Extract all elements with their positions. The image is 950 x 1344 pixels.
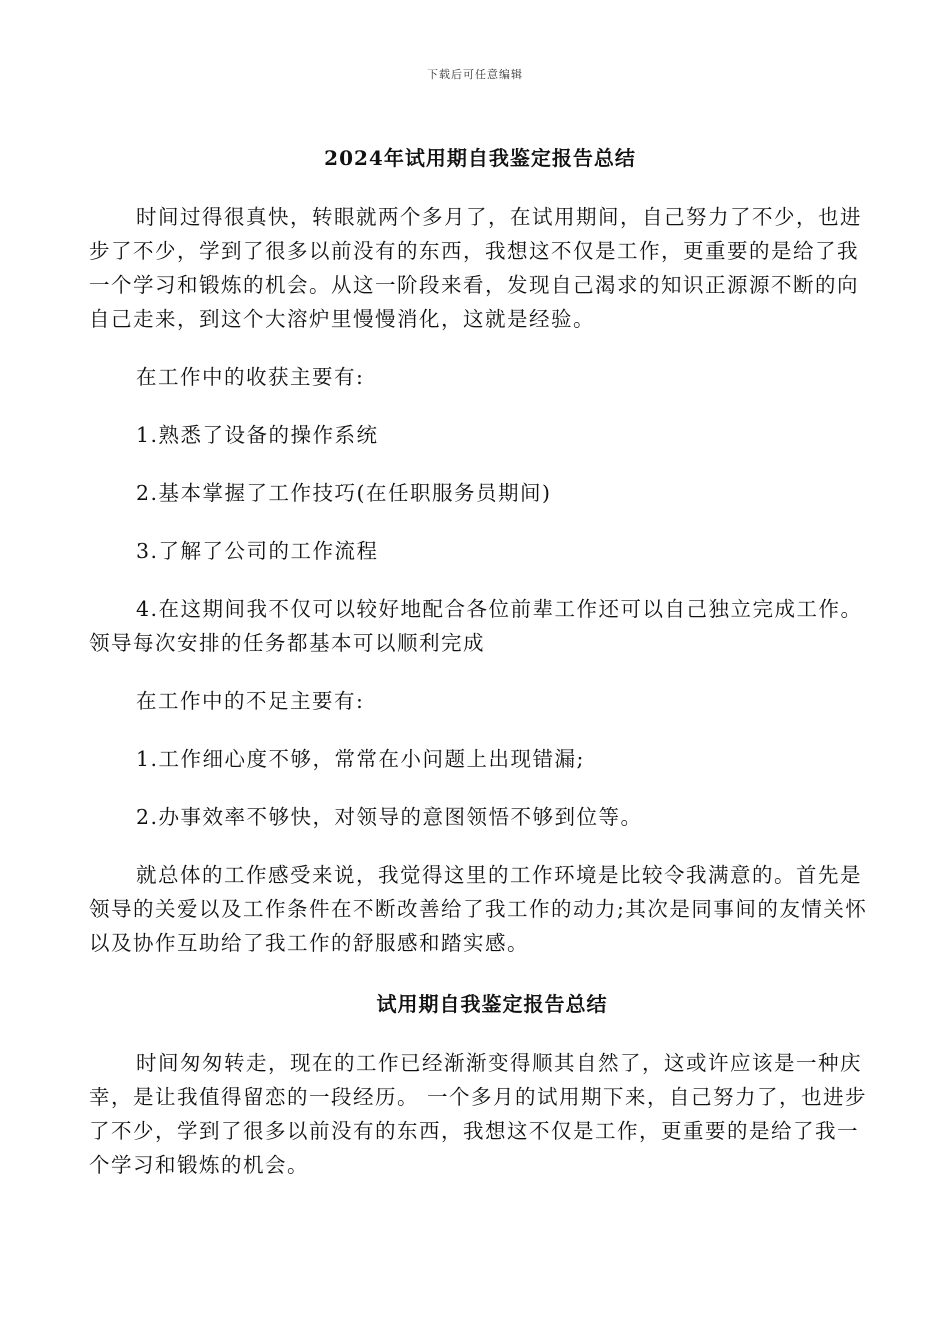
section-title-2: 试用期自我鉴定报告总结 (376, 992, 608, 1016)
header-note: 下载后可任意编辑 (427, 68, 523, 81)
paragraph: 在工作中的不足主要有: (136, 689, 365, 713)
list-item: 2.基本掌握了工作技巧(在任职服务员期间) (136, 481, 552, 505)
list-item: 1.工作细心度不够，常常在小问题上出现错漏; (136, 747, 585, 771)
section-title-1: 2024年试用期自我鉴定报告总结 (324, 146, 636, 170)
paragraph: 时间过得很真快，转眼就两个多月了，在试用期间，自己努力了不少，也进步了不少，学到了很多以前没有的东西，我想这不仅是工作，更重要的是给了我一个学习和锻炼的机会。从这一阶段来看，发现自己渴求的知识正源源不断的向自己走来，到这个大溶炉里慢慢消化，这就是经验。 (89, 205, 862, 331)
document-body (89, 140, 869, 1182)
paragraph: 就总体的工作感受来说，我觉得这里的工作环境是比较令我满意的。首先是领导的关爱以及工作条件在不断改善给了我工作的动力;其次是同事间的友情关怀以及协作互助给了我工作的舒服感和踏实感。 (89, 863, 868, 955)
list-item: 1.熟悉了设备的操作系统 (136, 423, 379, 447)
paragraph: 在工作中的收获主要有: (136, 365, 365, 389)
list-item: 3.了解了公司的工作流程 (136, 539, 379, 563)
list-item: 2.办事效率不够快，对领导的意图领悟不够到位等。 (136, 805, 643, 829)
list-item: 4.在这期间我不仅可以较好地配合各位前辈工作还可以自己独立完成工作。领导每次安排的任务都基本可以顺利完成 (89, 597, 863, 655)
paragraph: 时间匆匆转走，现在的工作已经渐渐变得顺其自然了，这或许应该是一种庆幸，是让我值得留恋的一段经历。 一个多月的试用期下来，自己努力了，也进步了不少，学到了很多以前没有的东西，我想这不仅是工作，更重要的是给了我一个学习和锻炼的机会。 (89, 1051, 868, 1177)
